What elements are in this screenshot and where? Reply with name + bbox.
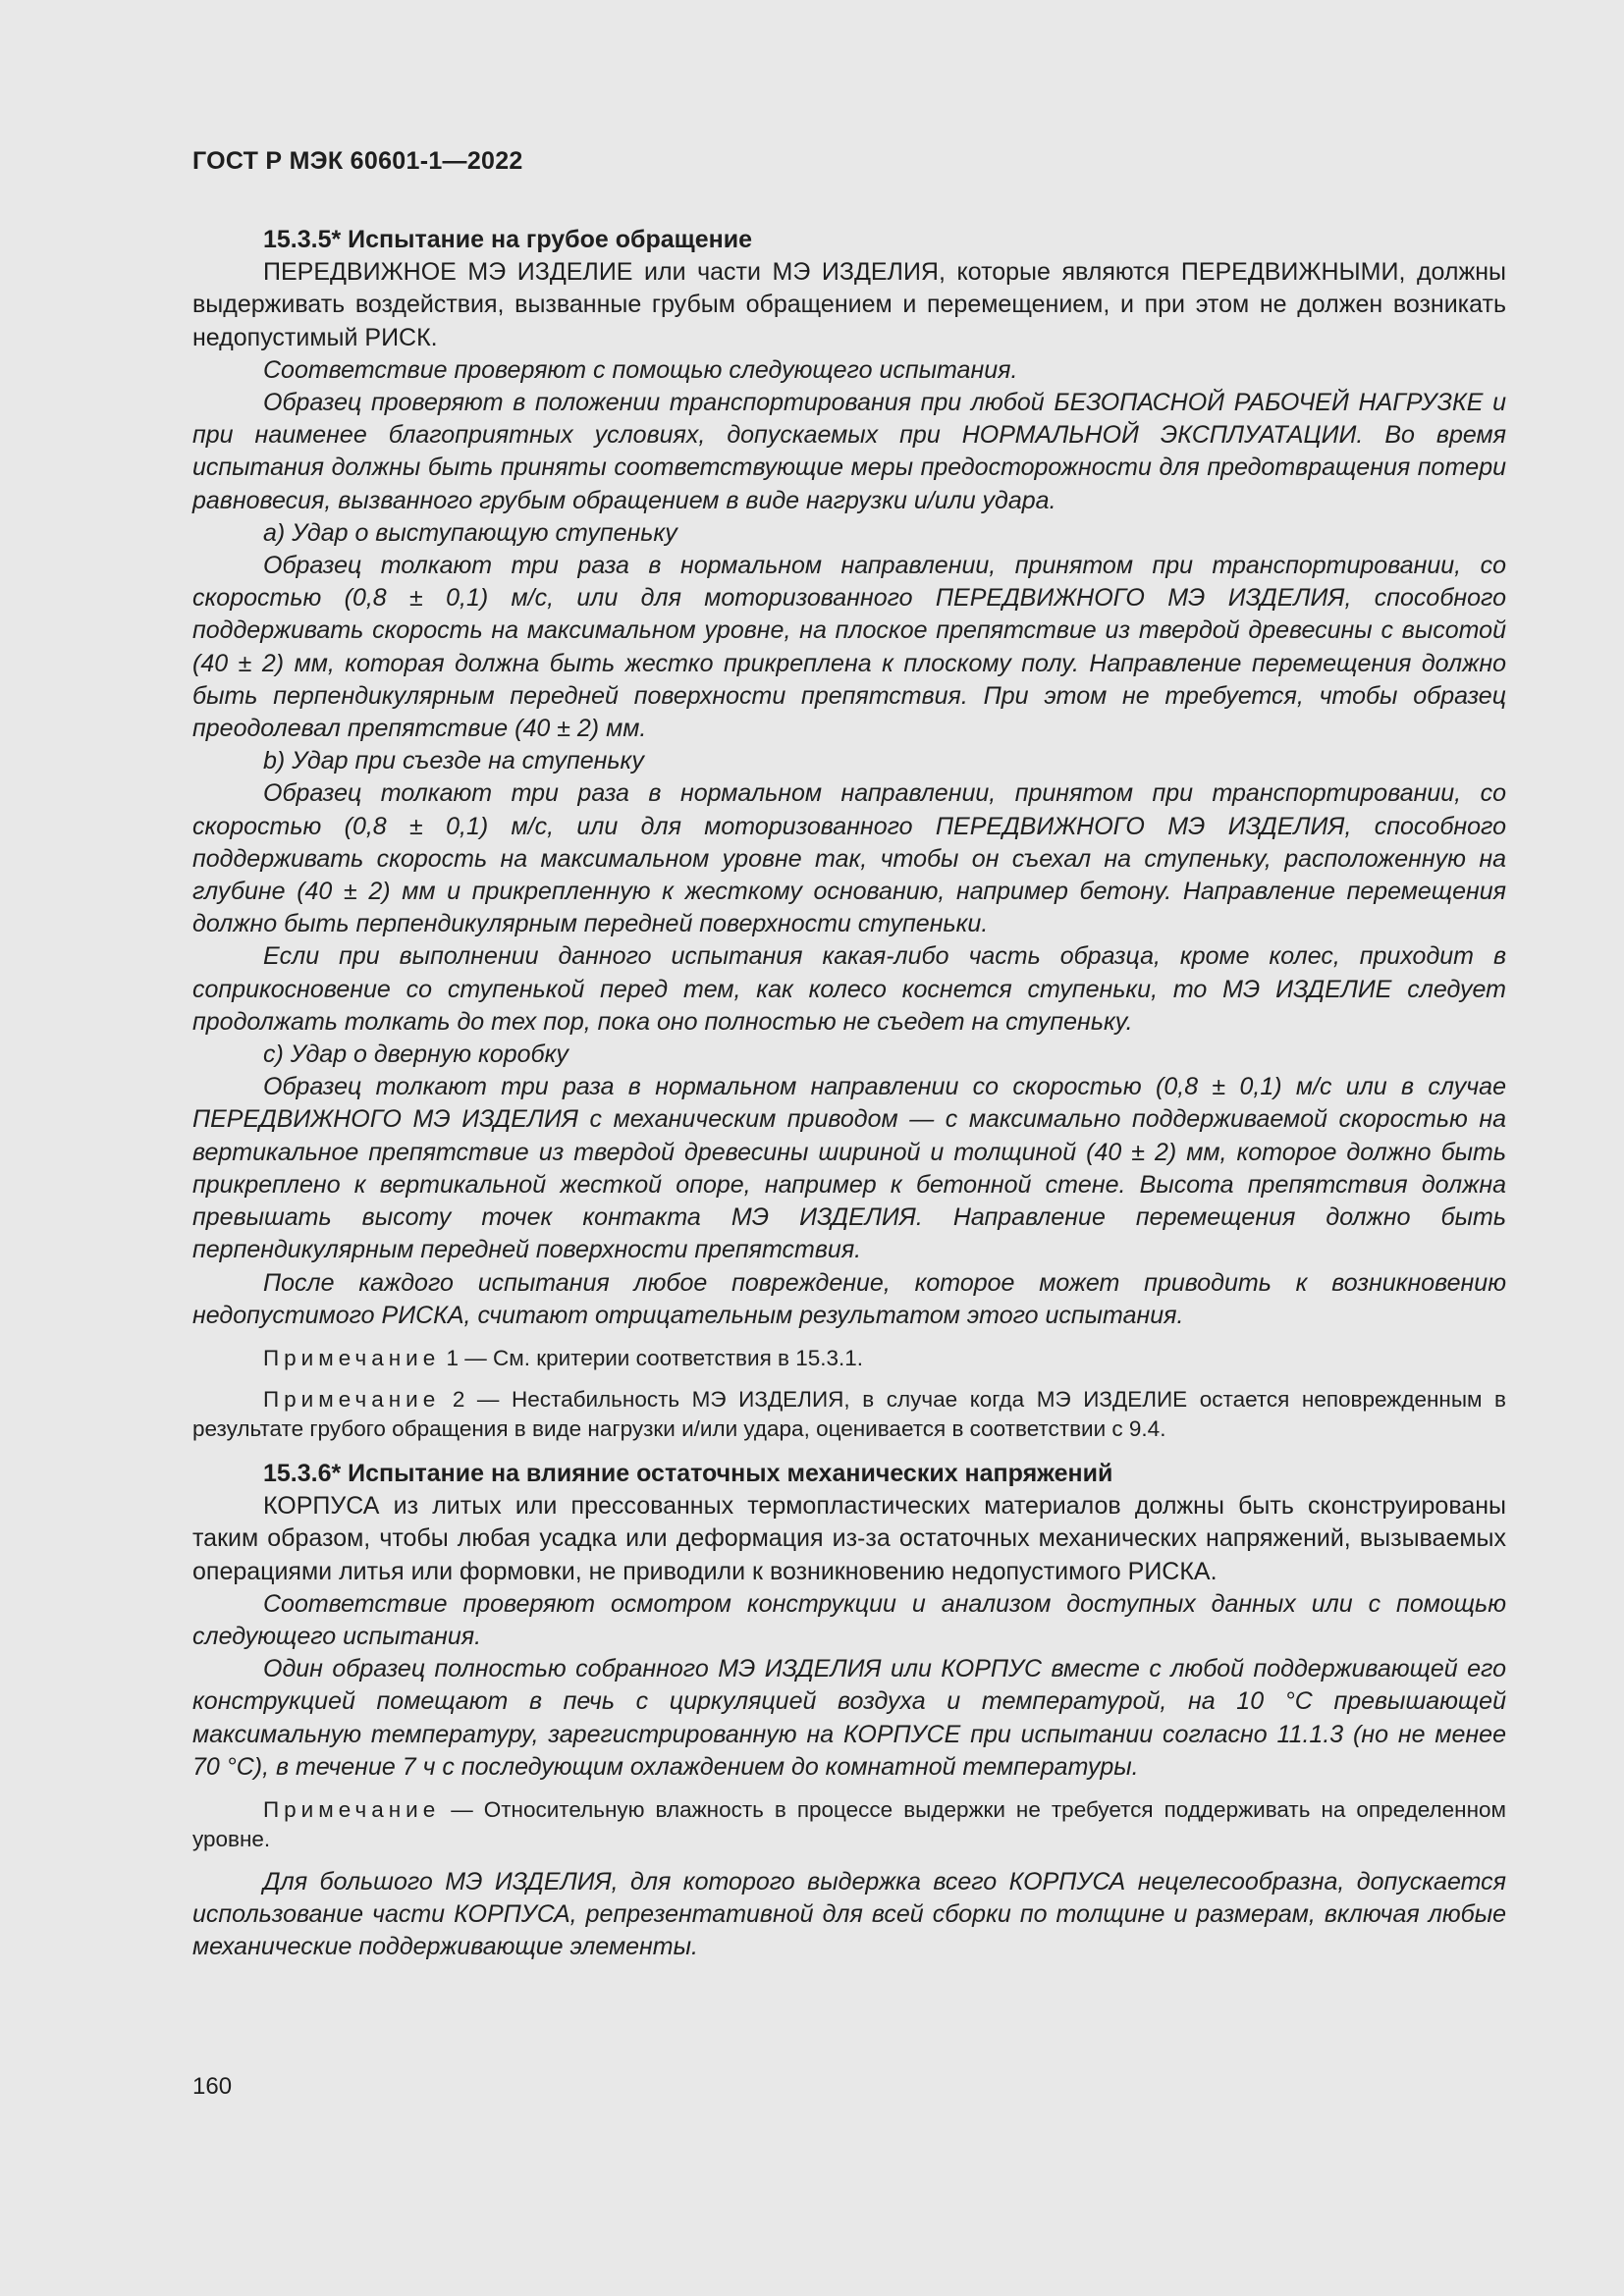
test-conclusion: После каждого испытания любое повреждение, которое может приводить к возникновению недопустимого РИСКА, считают отрицательным результатом этого испытания. [192,1268,1506,1329]
note-word: Примечание [263,1345,441,1370]
compliance-statement: Соответствие проверяют осмотром конструкции и анализом доступных данных или с помощью следующего испытания. [192,1589,1506,1650]
section-intro: КОРПУСА из литых или прессованных термопластических материалов должны быть сконструированы таким образом, чтобы любая усадка или деформация из-за остаточных механических напряжений, вызываемых операциями литья или формовки, не приводили к возникновению недопустимого РИСКА. [192,1492,1506,1585]
compliance-statement: Соответствие проверяют с помощью следующего испытания. [263,355,1018,384]
section-intro: ПЕРЕДВИЖНОЕ МЭ ИЗДЕЛИЕ или части МЭ ИЗДЕЛИЯ, которые являются ПЕРЕДВИЖНЫМИ, должны выдерживать воздействия, вызванные грубым обращением и перемещением, и при этом не должен возникать недопустимый РИСК. [192,258,1506,351]
item-text-b: Образец толкают три раза в нормальном направлении, принятом при транспортировании, со скоростью (0,8 ± 0,1) м/с, или для моторизованного ПЕРЕДВИЖНОГО МЭ ИЗДЕЛИЯ, способного поддерживать скорость на максимальном уровне так, чтобы он съехал на ступеньку, расположенную на глубине (40 ± 2) мм и прикрепленную к жесткому основанию, например бетону. Направление перемещения должно быть перпендикулярным передней поверхности ступеньки. [192,779,1506,938]
section-title-15-3-6: 15.3.6* Испытание на влияние остаточных механических напряжений [263,1459,1113,1487]
page-content [192,224,1506,1964]
note-1 [192,1344,1506,1373]
item-extra-b: Если при выполнении данного испытания какая-либо часть образца, кроме колес, приходит в соприкосновение со ступенькой перед тем, как колесо коснется ступеньки, то МЭ ИЗДЕЛИЕ следует продолжать толкать до тех пор, пока оно полностью не съедет на ступеньку. [192,942,1506,1036]
note-2 [192,1385,1506,1444]
large-item-provision: Для большого МЭ ИЗДЕЛИЯ, для которого выдержка всего КОРПУСА нецелесообразна, допускается использование части КОРПУСА, репрезентативной для всей сборки по толщине и размерам, включая любые механические поддерживающие элементы. [192,1867,1506,1961]
note-text: 1 — См. критерии соответствия в 15.3.1. [446,1345,864,1370]
note-text: 2 — Нестабильность МЭ ИЗДЕЛИЯ, в случае когда МЭ ИЗДЕЛИЕ остается неповрежденным в результате грубого обращения в виде нагрузки и/или удара, оценивается в соответствии с 9.4. [192,1386,1506,1441]
standard-header: ГОСТ Р МЭК 60601-1—2022 [192,147,523,175]
item-label-c: c) Удар о дверную коробку [263,1041,568,1069]
item-label-b: b) Удар при съезде на ступеньку [263,747,644,775]
item-text-c: Образец толкают три раза в нормальном направлении со скоростью (0,8 ± 0,1) м/с или в случае ПЕРЕДВИЖНОГО МЭ ИЗДЕЛИЯ с механическим приводом — с максимально поддерживаемой скоростью на вертикальное препятствие из твердой древесины шириной и толщиной (40 ± 2) мм, которое должно быть прикреплено к вертикальной жесткой опоре, например к бетонной стене. Высота препятствия должна превышать высоту точек контакта МЭ ИЗДЕЛИЯ. Направление перемещения должно быть перпендикулярным передней поверхности препятствия. [192,1073,1506,1264]
note-text: — Относительную влажность в процессе выдержки не требуется поддерживать на определенном уровне. [192,1796,1506,1851]
note-word: Примечание [263,1386,441,1412]
note-word: Примечание [263,1796,441,1822]
section-title-15-3-5: 15.3.5* Испытание на грубое обращение [263,226,752,253]
stress-test-description: Один образец полностью собранного МЭ ИЗДЕЛИЯ или КОРПУС вместе с любой поддерживающей его конструкцией помещают в печь с циркуляцией воздуха и температурой, на 10 °С превышающей максимальную температуру, зарегистрированную на КОРПУСЕ при испытании согласно 11.1.3 (но не менее 70 °С), в течение 7 ч с последующим охлаждением до комнатной температуры. [192,1655,1506,1781]
note-humidity [192,1795,1506,1854]
item-label-a: a) Удар о выступающую ступеньку [263,518,677,547]
page-number: 160 [192,2073,233,2100]
item-text-a: Образец толкают три раза в нормальном направлении, принятом при транспортировании, со скоростью (0,8 ± 0,1) м/с, или для моторизованного ПЕРЕДВИЖНОГО МЭ ИЗДЕЛИЯ, способного поддерживать скорость на максимальном уровне, на плоское препятствие из твердой древесины с высотой (40 ± 2) мм, которая должна быть жестко прикреплена к плоскому полу. Направление перемещения должно быть перпендикулярным передней поверхности препятствия. При этом не требуется, чтобы образец преодолевал препятствие (40 ± 2) мм. [192,552,1506,743]
test-conditions: Образец проверяют в положении транспортирования при любой БЕЗОПАСНОЙ РАБОЧЕЙ НАГРУЗКЕ и при наименее благоприятных условиях, допускаемых при НОРМАЛЬНОЙ ЭКСПЛУАТАЦИИ. Во время испытания должны быть приняты соответствующие меры предосторожности для предотвращения потери равновесия, вызванного грубым обращением в виде нагрузки и/или удара. [192,389,1506,514]
